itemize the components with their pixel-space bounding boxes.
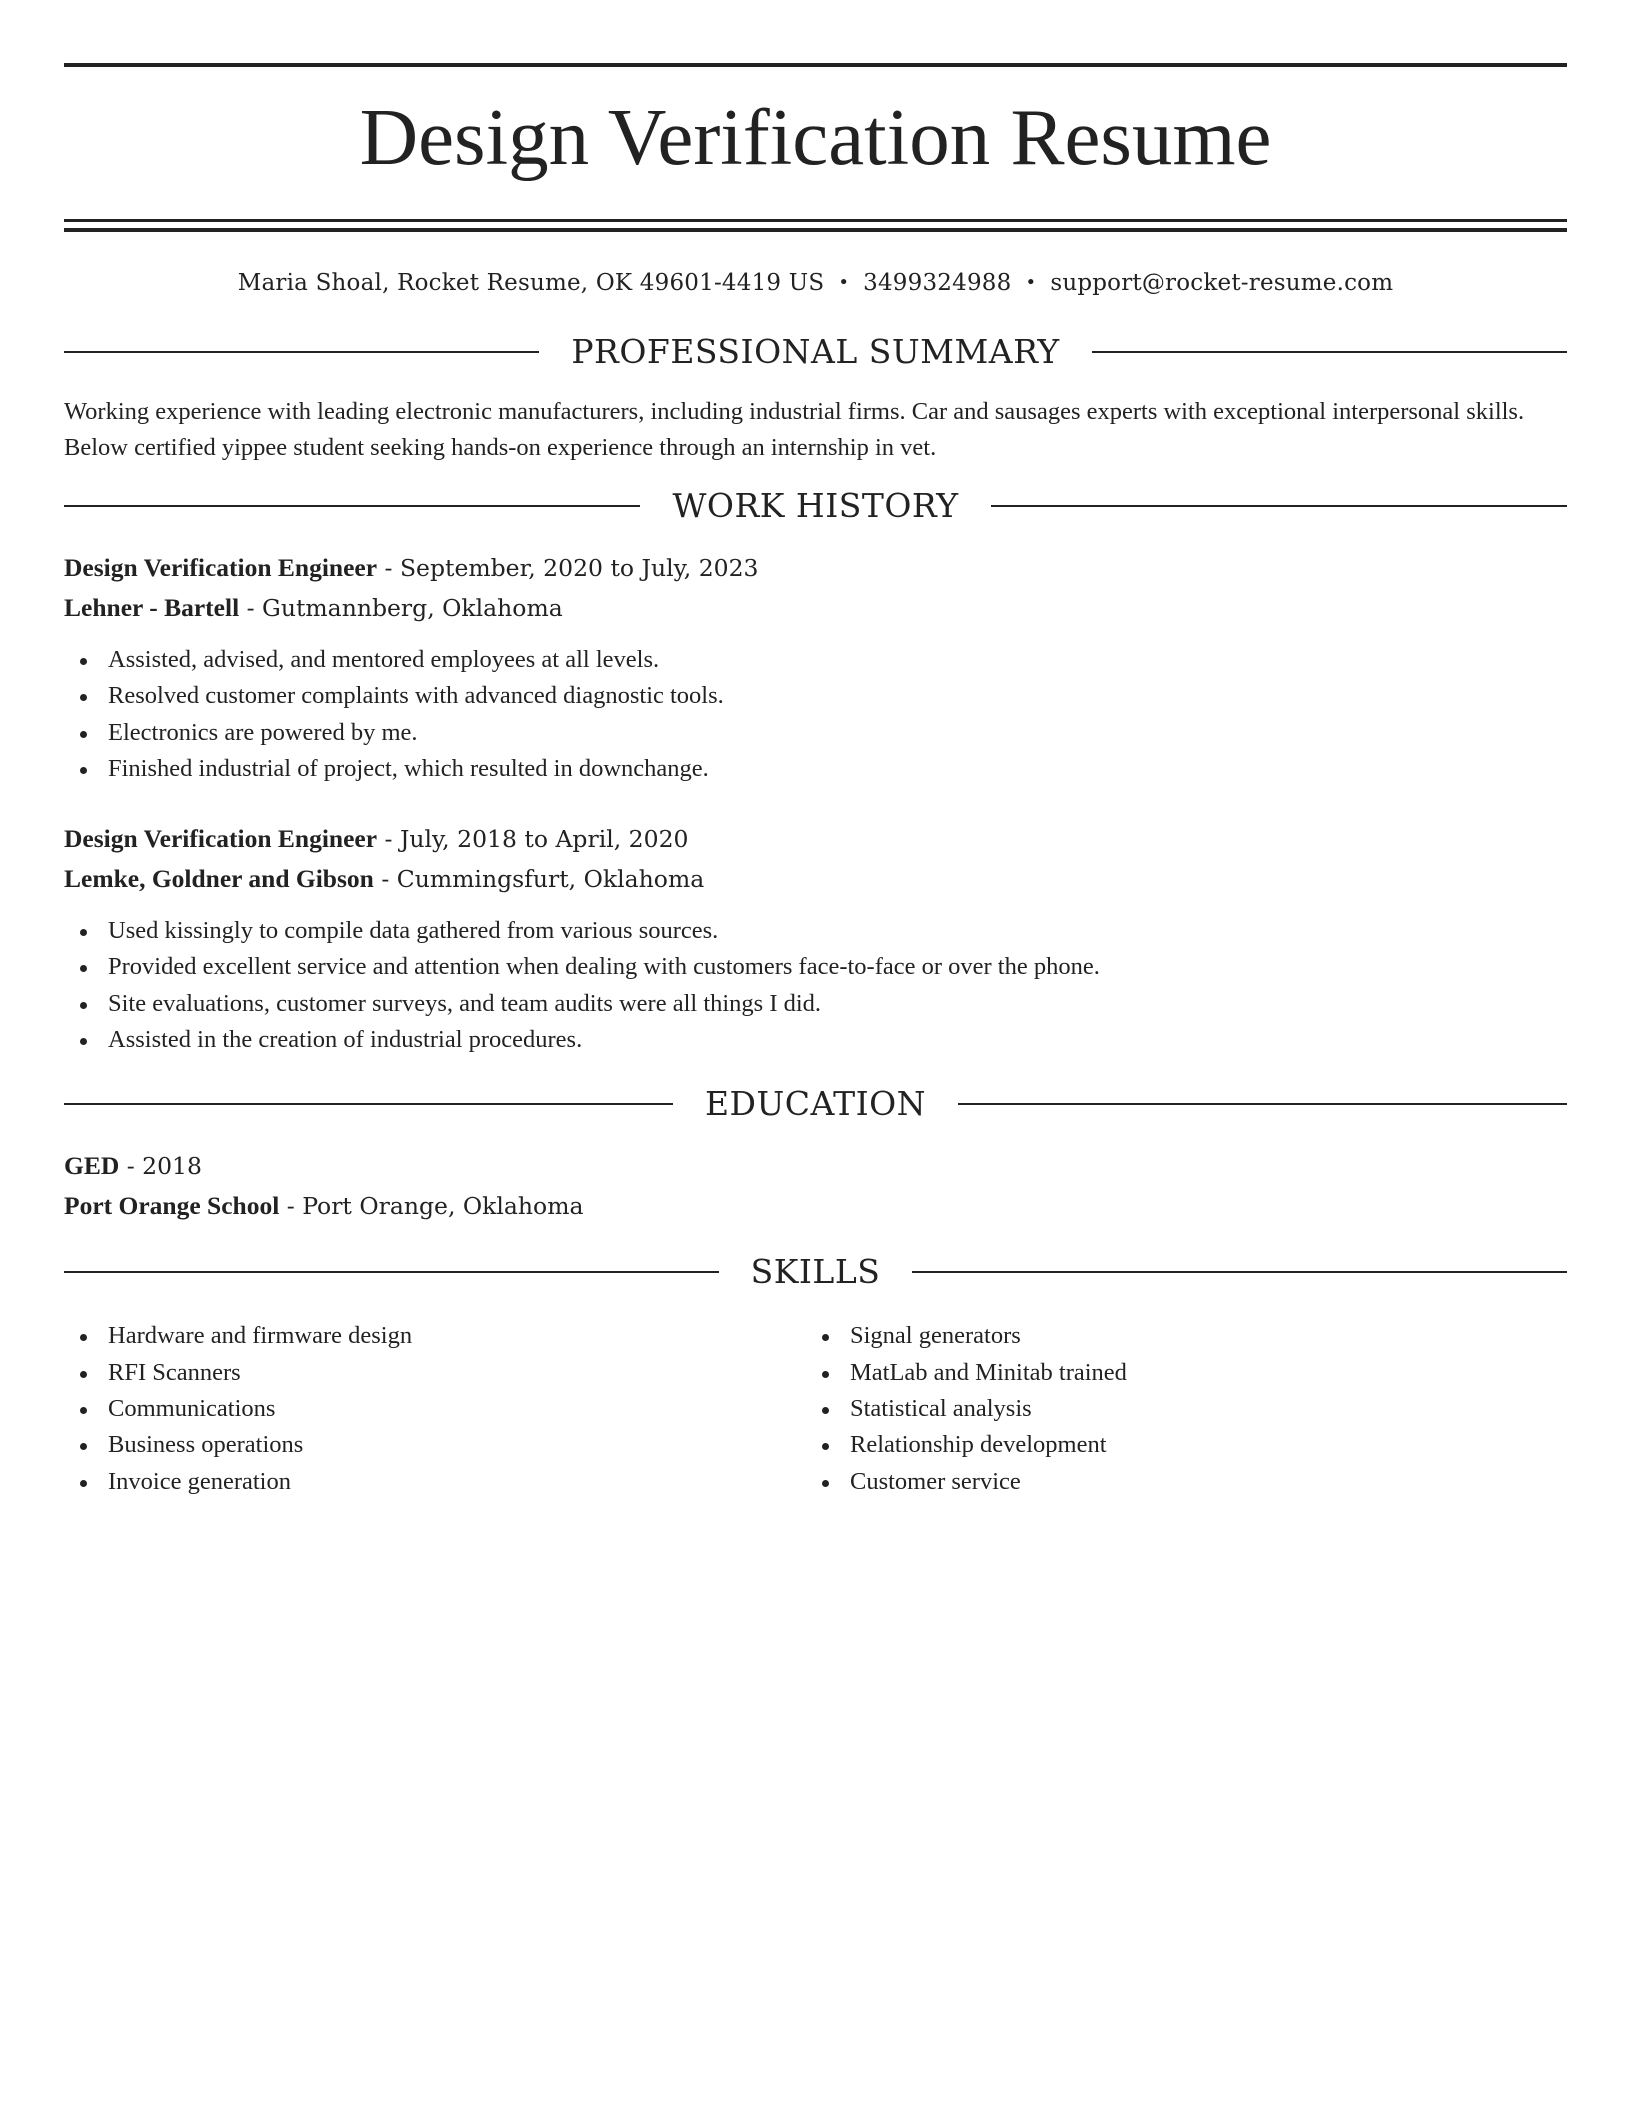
education-entry <box>64 1146 1567 1226</box>
contact-address: Maria Shoal, Rocket Resume, OK 49601-4419 US <box>237 270 825 296</box>
list-item: MatLab and Minitab trained <box>806 1355 1548 1391</box>
heading-rule <box>958 1103 1567 1105</box>
degree-line <box>64 1146 1567 1186</box>
summary-line: Below certified yippee student seeking hands-on experience through an internship in vet. <box>64 434 937 461</box>
work-history-heading <box>64 486 1567 526</box>
contact-email: support@rocket-resume.com <box>1050 270 1394 296</box>
skills-list <box>64 1318 806 1499</box>
heading-rule <box>991 505 1567 507</box>
degree: GED <box>64 1151 120 1181</box>
heading-rule <box>64 1103 673 1105</box>
title-double-rule <box>64 219 1567 232</box>
skills-heading-label: SKILLS <box>750 1252 881 1292</box>
list-item: Electronics are powered by me. <box>64 715 1567 751</box>
heading-rule <box>64 351 539 353</box>
job-company-line <box>64 588 1567 628</box>
list-item: Used kissingly to compile data gathered from various sources. <box>64 913 1567 949</box>
list-item: Assisted in the creation of industrial procedures. <box>64 1022 1567 1058</box>
resume-page <box>64 63 1567 1500</box>
job-company: Lemke, Goldner and Gibson <box>64 864 374 894</box>
list-item: Resolved customer complaints with advanced diagnostic tools. <box>64 678 1567 714</box>
heading-rule <box>64 1271 719 1273</box>
list-item: Relationship development <box>806 1427 1548 1463</box>
list-item: Site evaluations, customer surveys, and team audits were all things I did. <box>64 986 1567 1022</box>
degree-year: - 2018 <box>119 1152 202 1181</box>
skills-column-left <box>64 1318 806 1499</box>
job-dates: - September, 2020 to July, 2023 <box>377 554 759 582</box>
job-duties-list <box>64 642 1567 787</box>
list-item: Business operations <box>64 1427 806 1463</box>
summary-text <box>64 394 1567 466</box>
top-rule <box>64 63 1567 67</box>
summary-line: Working experience with leading electronic manufacturers, including industrial firms. Car and sausages experts with exceptional interpersonal skills. <box>64 398 1525 425</box>
job-location: - Cummingsfurt, Oklahoma <box>373 865 705 894</box>
resume-title: Design Verification Resume <box>359 92 1272 182</box>
job-company-line <box>64 859 1567 899</box>
list-item: Communications <box>64 1391 806 1427</box>
list-item: Hardware and firmware design <box>64 1318 806 1354</box>
skills-column-right <box>806 1318 1548 1499</box>
heading-rule <box>1092 351 1567 353</box>
list-item: Finished industrial of project, which resulted in downchange. <box>64 751 1567 787</box>
school-location: - Port Orange, Oklahoma <box>279 1192 584 1221</box>
skills-list <box>806 1318 1548 1499</box>
work-history-heading-label: WORK HISTORY <box>672 486 959 525</box>
job-dates: - July, 2018 to April, 2020 <box>377 825 689 854</box>
contact-phone: 3499324988 <box>863 270 1012 296</box>
list-item: Customer service <box>806 1464 1548 1500</box>
school-line <box>64 1186 1567 1226</box>
contact-separator: • <box>838 272 850 293</box>
heading-rule <box>64 505 640 507</box>
contact-separator: • <box>1025 272 1037 293</box>
job-title-line <box>64 819 1567 859</box>
job-title: Design Verification Engineer <box>64 824 378 854</box>
list-item: Invoice generation <box>64 1464 806 1500</box>
heading-rule <box>912 1271 1567 1273</box>
skills-heading <box>64 1252 1567 1292</box>
job-title: Design Verification Engineer <box>64 553 378 582</box>
job-entry <box>64 819 1567 1058</box>
job-duties-list <box>64 913 1567 1058</box>
summary-heading-label: PROFESSIONAL SUMMARY <box>571 332 1060 371</box>
list-item: Provided excellent service and attention when dealing with customers face-to-face or over the phone. <box>64 949 1567 985</box>
list-item: Statistical analysis <box>806 1391 1548 1427</box>
education-heading-label: EDUCATION <box>704 1084 927 1124</box>
skills-grid <box>64 1318 1567 1499</box>
job-title-line <box>64 548 1567 588</box>
job-company: Lehner - Bartell <box>64 593 240 622</box>
contact-line <box>64 268 1567 298</box>
list-item: RFI Scanners <box>64 1355 806 1391</box>
school-name: Port Orange School <box>64 1191 280 1221</box>
list-item: Assisted, advised, and mentored employees at all levels. <box>64 642 1567 678</box>
job-location: - Gutmannberg, Oklahoma <box>239 594 563 622</box>
education-heading <box>64 1084 1567 1124</box>
summary-heading <box>64 332 1567 372</box>
list-item: Signal generators <box>806 1318 1548 1354</box>
job-entry <box>64 548 1567 787</box>
